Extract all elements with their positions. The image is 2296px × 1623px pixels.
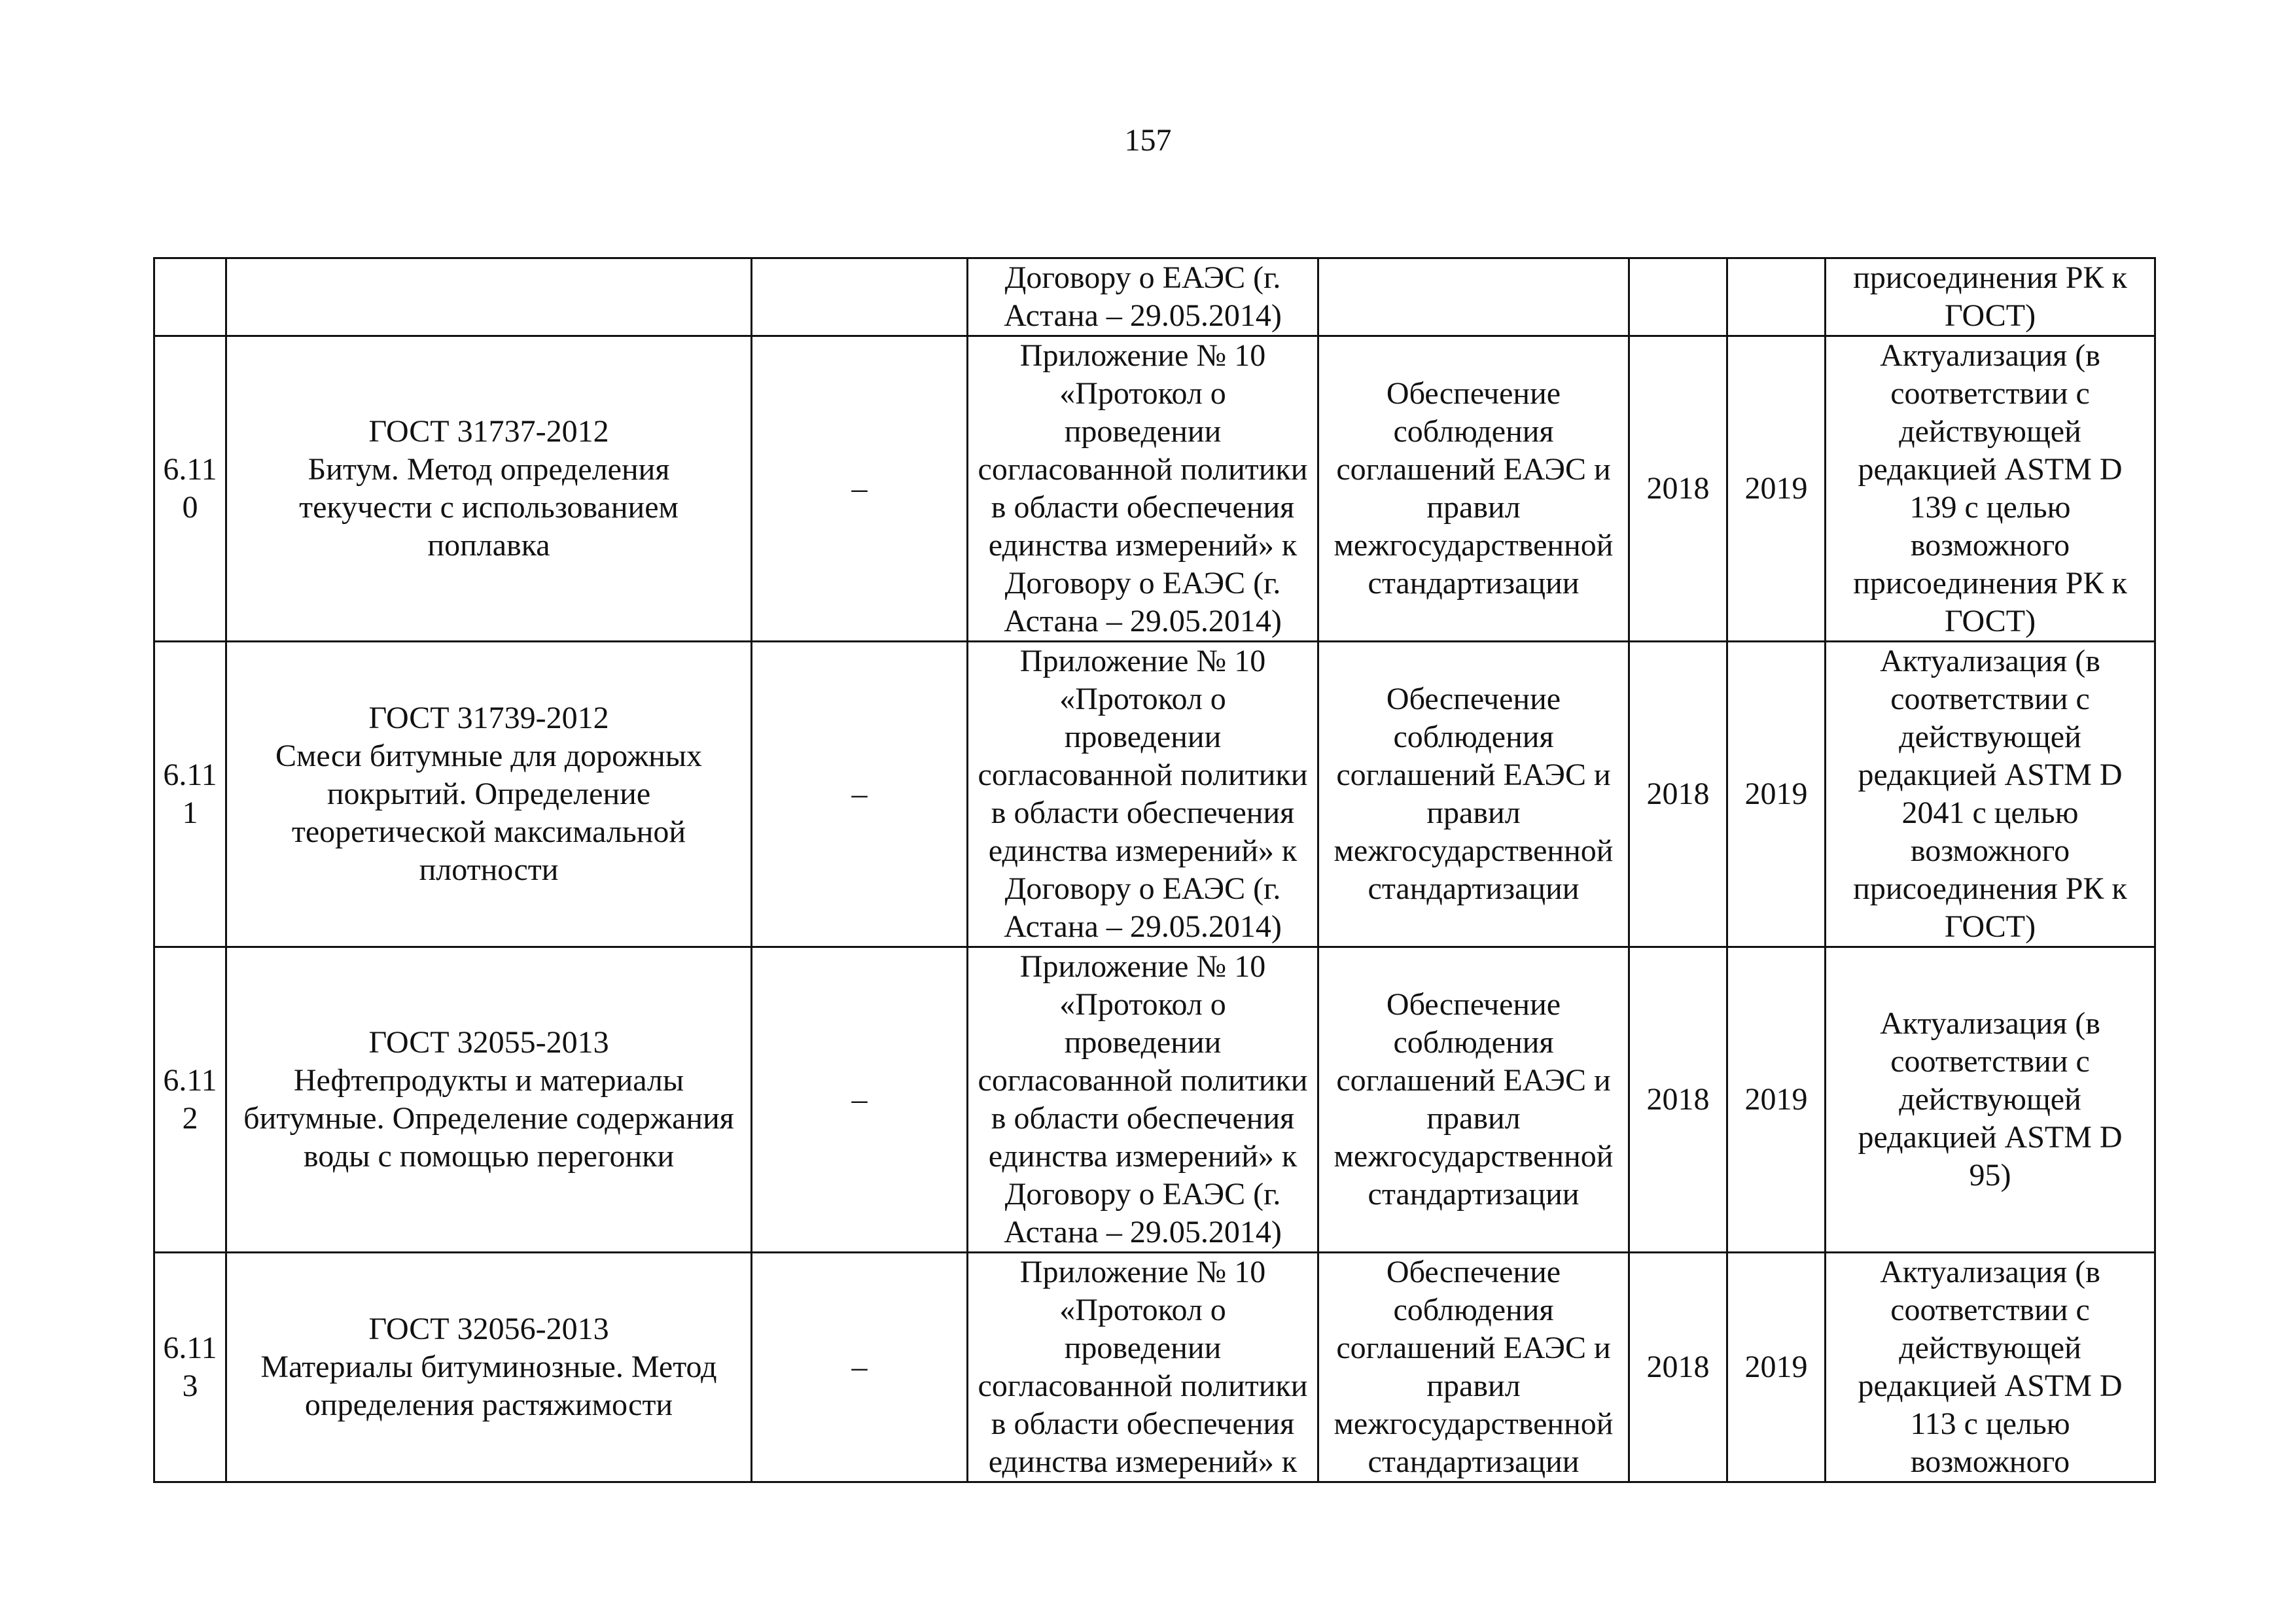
text-line: ГОСТ) — [1944, 298, 2036, 333]
text-line: Астана – 29.05.2014) — [1004, 298, 1282, 333]
cell-standard-name — [226, 336, 752, 642]
cell-basis — [968, 258, 1318, 336]
text-line: Обеспечение — [1386, 376, 1561, 411]
cell-purpose — [1318, 947, 1629, 1253]
text-line: проведении — [1064, 720, 1222, 754]
cell-col3: – — [752, 947, 968, 1253]
cell-purpose — [1318, 336, 1629, 642]
table-row — [154, 947, 2155, 1253]
text-line: правил — [1426, 1101, 1521, 1136]
text-line: стандартизации — [1368, 1444, 1580, 1479]
text-line: Договору о ЕАЭС (г. — [1004, 566, 1281, 601]
text-line: единства измерений» к — [988, 528, 1298, 563]
cell-basis — [968, 642, 1318, 947]
text-line: Нефтепродукты и материалы — [293, 1063, 684, 1098]
text-line: редакцией ASTM D — [1858, 452, 2123, 487]
text-line: Смеси битумные для дорожных — [275, 739, 703, 773]
text-line: Астана – 29.05.2014) — [1004, 1215, 1282, 1249]
text-line: редакцией ASTM D — [1858, 758, 2123, 792]
text-line: определения растяжимости — [304, 1387, 673, 1422]
text-line: Актуализация (в — [1880, 1006, 2100, 1041]
cell-note — [1826, 642, 2155, 947]
cell-purpose — [1318, 258, 1629, 336]
cell-end-year: 2019 — [1727, 336, 1826, 642]
text-line: ГОСТ 32056-2013 — [368, 1312, 609, 1346]
cell-note — [1826, 336, 2155, 642]
page-number: 157 — [1124, 123, 1172, 158]
cell-col3: – — [752, 642, 968, 947]
cell-standard-name — [226, 1253, 752, 1482]
text-line: ГОСТ) — [1944, 604, 2036, 638]
text-line: межгосударственной — [1333, 528, 1614, 563]
text-line: межгосударственной — [1333, 1406, 1614, 1441]
text-line: теоретической максимальной — [291, 814, 686, 849]
cell-standard-name — [226, 258, 752, 336]
cell-standard-name — [226, 642, 752, 947]
text-line: соответствии с — [1890, 376, 2090, 411]
text-line: Астана – 29.05.2014) — [1004, 604, 1282, 638]
text-line: Актуализация (в — [1880, 1255, 2100, 1289]
table-row — [154, 642, 2155, 947]
text-line: единства измерений» к — [988, 833, 1298, 868]
text-line: единства измерений» к — [988, 1139, 1298, 1174]
table-row — [154, 1253, 2155, 1482]
cell-purpose — [1318, 642, 1629, 947]
text-line: присоединения РК к — [1853, 566, 2127, 601]
text-line: соглашений ЕАЭС и — [1336, 1063, 1611, 1098]
text-line: «Протокол о — [1059, 1293, 1226, 1327]
cell-end-year — [1727, 258, 1826, 336]
text-line: соглашений ЕАЭС и — [1336, 452, 1611, 487]
text-line: возможного — [1910, 1444, 2070, 1479]
text-line: текучести с использованием — [299, 490, 679, 525]
cell-start-year: 2018 — [1629, 1253, 1727, 1482]
text-line: стандартизации — [1368, 871, 1580, 906]
text-line: в области обеспечения — [991, 1101, 1295, 1136]
text-line: соглашений ЕАЭС и — [1336, 1331, 1611, 1365]
cell-start-year — [1629, 258, 1727, 336]
text-line: соответствии с — [1890, 1293, 2090, 1327]
text-line: согласованной политики — [978, 1369, 1308, 1403]
text-line: Приложение № 10 — [1019, 1255, 1266, 1289]
standards-table — [153, 257, 2156, 1483]
text-line: стандартизации — [1368, 566, 1580, 601]
text-line: действующей — [1899, 1331, 2081, 1365]
cell-purpose — [1318, 1253, 1629, 1482]
text-line: Приложение № 10 — [1019, 338, 1266, 373]
text-line: единства измерений» к — [988, 1444, 1298, 1479]
cell-num: 6.113 — [154, 1253, 226, 1482]
text-line: возможного — [1910, 833, 2070, 868]
cell-end-year: 2019 — [1727, 642, 1826, 947]
text-line: Материалы битуминозные. Метод — [260, 1350, 717, 1384]
cell-basis — [968, 1253, 1318, 1482]
text-line: проведении — [1064, 1025, 1222, 1060]
text-line: соблюдения — [1393, 720, 1554, 754]
cell-note — [1826, 947, 2155, 1253]
text-line: согласованной политики — [978, 452, 1308, 487]
cell-end-year: 2019 — [1727, 1253, 1826, 1482]
text-line: проведении — [1064, 1331, 1222, 1365]
text-line: соблюдения — [1393, 1293, 1554, 1327]
text-line: редакцией ASTM D — [1858, 1369, 2123, 1403]
text-line: соглашений ЕАЭС и — [1336, 758, 1611, 792]
text-line: «Протокол о — [1059, 682, 1226, 716]
text-line: ГОСТ 32055-2013 — [368, 1025, 609, 1060]
text-line: Актуализация (в — [1880, 338, 2100, 373]
text-line: согласованной политики — [978, 758, 1308, 792]
cell-col3 — [752, 258, 968, 336]
text-line: межгосударственной — [1333, 1139, 1614, 1174]
text-line: действующей — [1899, 720, 2081, 754]
cell-col3: – — [752, 336, 968, 642]
text-line: воды с помощью перегонки — [303, 1139, 675, 1174]
text-line: правил — [1426, 1369, 1521, 1403]
text-line: соблюдения — [1393, 414, 1554, 449]
text-line: в области обеспечения — [991, 1406, 1295, 1441]
text-line: Приложение № 10 — [1019, 644, 1266, 678]
text-line: 139 с целью — [1909, 490, 2071, 525]
text-line: ГОСТ 31739-2012 — [368, 701, 609, 735]
text-line: проведении — [1064, 414, 1222, 449]
cell-note — [1826, 1253, 2155, 1482]
text-line: ГОСТ 31737-2012 — [368, 414, 609, 449]
text-line: действующей — [1899, 1082, 2081, 1117]
cell-basis — [968, 336, 1318, 642]
cell-basis — [968, 947, 1318, 1253]
cell-num — [154, 258, 226, 336]
text-line: ГОСТ) — [1944, 909, 2036, 944]
text-line: Битум. Метод определения — [308, 452, 670, 487]
text-line: возможного — [1910, 528, 2070, 563]
text-line: Договору о ЕАЭС (г. — [1004, 260, 1281, 295]
text-line: Договору о ЕАЭС (г. — [1004, 1177, 1281, 1212]
text-line: поплавка — [427, 528, 550, 563]
cell-col3: – — [752, 1253, 968, 1482]
text-line: покрытий. Определение — [327, 777, 651, 811]
text-line: Обеспечение — [1386, 682, 1561, 716]
text-line: «Протокол о — [1059, 987, 1226, 1022]
text-line: соответствии с — [1890, 1044, 2090, 1079]
text-line: соответствии с — [1890, 682, 2090, 716]
text-line: действующей — [1899, 414, 2081, 449]
text-line: плотности — [419, 852, 559, 887]
text-line: Обеспечение — [1386, 987, 1561, 1022]
text-line: битумные. Определение содержания — [243, 1101, 734, 1136]
text-line: редакцией ASTM D — [1858, 1120, 2123, 1155]
text-line: стандартизации — [1368, 1177, 1580, 1212]
text-line: Обеспечение — [1386, 1255, 1561, 1289]
text-line: «Протокол о — [1059, 376, 1226, 411]
text-line: правил — [1426, 490, 1521, 525]
cell-start-year: 2018 — [1629, 642, 1727, 947]
cell-start-year: 2018 — [1629, 336, 1727, 642]
text-line: 95) — [1969, 1158, 2011, 1193]
text-line: 2041 с целью — [1901, 795, 2079, 830]
cell-standard-name — [226, 947, 752, 1253]
text-line: межгосударственной — [1333, 833, 1614, 868]
cell-num: 6.111 — [154, 642, 226, 947]
text-line: Астана – 29.05.2014) — [1004, 909, 1282, 944]
cell-end-year: 2019 — [1727, 947, 1826, 1253]
text-line: Актуализация (в — [1880, 644, 2100, 678]
text-line: в области обеспечения — [991, 490, 1295, 525]
cell-start-year: 2018 — [1629, 947, 1727, 1253]
table-row — [154, 336, 2155, 642]
text-line: согласованной политики — [978, 1063, 1308, 1098]
cell-num: 6.110 — [154, 336, 226, 642]
text-line: соблюдения — [1393, 1025, 1554, 1060]
text-line: Приложение № 10 — [1019, 949, 1266, 984]
text-line: правил — [1426, 795, 1521, 830]
text-line: присоединения РК к — [1853, 260, 2127, 295]
text-line: Договору о ЕАЭС (г. — [1004, 871, 1281, 906]
text-line: присоединения РК к — [1853, 871, 2127, 906]
text-line: в области обеспечения — [991, 795, 1295, 830]
table-row-continuation — [154, 258, 2155, 336]
cell-num: 6.112 — [154, 947, 226, 1253]
text-line: 113 с целью — [1910, 1406, 2070, 1441]
cell-note — [1826, 258, 2155, 336]
